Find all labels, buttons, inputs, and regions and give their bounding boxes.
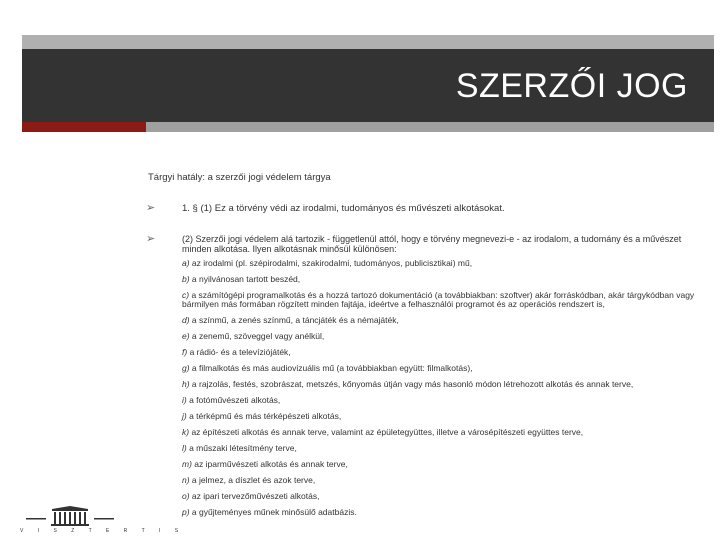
paragraph-1: 1. § (1) Ez a törvény védi az irodalmi, tudományos és művészeti alkotásokat.	[182, 203, 505, 214]
page-title: SZERZŐI JOG	[455, 67, 688, 105]
accent-bar-red	[22, 122, 146, 132]
list-item-text: a nyilvánosan tartott beszéd,	[189, 274, 301, 284]
list-item-text: a rajzolás, festés, szobrászat, metszés, kőnyomás útján vagy más hasonló módon létrehozott alkotás és annak terve,	[189, 379, 634, 389]
list-item	[182, 476, 697, 485]
list-item-letter: l)	[182, 443, 187, 453]
accent-bar-gray	[146, 122, 714, 132]
list-item-text: az irodalmi (pl. szépirodalmi, szakirodalmi, tudományos, publicisztikai) mű,	[189, 258, 473, 268]
list-item-letter: n)	[182, 475, 190, 485]
list-item	[182, 444, 697, 453]
list-item	[182, 492, 697, 501]
list-item-letter: b)	[182, 274, 190, 284]
list-item	[182, 460, 697, 469]
arrow-bullet-icon: ➢	[146, 202, 156, 214]
header-top-strip	[22, 35, 714, 49]
list-item-letter: h)	[182, 379, 190, 389]
list-item-text: a gyűjteményes műnek minősülő adatbázis.	[189, 507, 357, 517]
list-item-letter: p)	[182, 507, 190, 517]
list-item-letter: d)	[182, 315, 190, 325]
list-item	[182, 508, 697, 517]
list-item-text: az építészeti alkotás és annak terve, valamint az épületegyüttes, illetve a városépítészeti együttes terve,	[189, 427, 584, 437]
section-subtitle: Tárgyi hatály: a szerzői jogi védelem tárgya	[148, 172, 331, 183]
list-item	[182, 364, 697, 373]
list-item-letter: k)	[182, 427, 190, 437]
logo-caption: V I S Z T E R T I S	[20, 528, 185, 534]
list-item-letter: i)	[182, 395, 187, 405]
list-item-letter: j)	[182, 411, 187, 421]
list-item-letter: m)	[182, 459, 192, 469]
list-item-text: a fotóművészeti alkotás,	[186, 395, 281, 405]
paragraph-2: (2) Szerzői jogi védelem alá tartozik - függetlenül attól, hogy e törvény megnevezi-e - az irodalom, a tudomány és a művészet minden alkotása. Ilyen alkotásnak minősül különösen:	[182, 234, 682, 254]
list-item-letter: g)	[182, 363, 190, 373]
list-item-letter: a)	[182, 258, 190, 268]
list-item-text: az ipari tervezőművészeti alkotás,	[189, 491, 320, 501]
list-item	[182, 396, 697, 405]
list-item-text: a számítógépi programalkotás és a hozzá tartozó dokumentáció (a továbbiakban: szoftver) akár forráskódban, akár tárgykódban vagy bármilyen más formában rögzített minden fajtája, ideértve a felhasználói programot és az operációs rendszert is,	[182, 290, 695, 309]
list-item-text: a térképmű és más térképészeti alkotás,	[186, 411, 342, 421]
list-item-text: az iparművészeti alkotás és annak terve,	[191, 459, 348, 469]
list-item-text: a színmű, a zenés színmű, a táncjáték és a némajáték,	[189, 315, 399, 325]
list-item	[182, 428, 697, 437]
list-item	[182, 380, 697, 389]
list-item	[182, 291, 697, 309]
list-item	[182, 275, 697, 284]
title-band	[22, 49, 714, 122]
list-item-text: a zenemű, szöveggel vagy anélkül,	[189, 331, 325, 341]
list-item	[182, 332, 697, 341]
list-item	[182, 348, 697, 357]
list-item-text: a műszaki létesítmény terve,	[186, 443, 297, 453]
list-item-letter: f)	[182, 347, 188, 357]
list-item-letter: c)	[182, 290, 190, 300]
list-item	[182, 259, 697, 268]
work-types-list	[182, 259, 697, 524]
list-item-text: a rádió- és a televíziójáték,	[187, 347, 291, 357]
list-item-letter: e)	[182, 331, 190, 341]
list-item	[182, 316, 697, 325]
list-item	[182, 412, 697, 421]
list-item-text: a jelmez, a díszlet és azok terve,	[189, 475, 316, 485]
list-item-text: a filmalkotás és más audiovizuális mű (a továbbiakban együtt: filmalkotás),	[189, 363, 473, 373]
list-item-letter: o)	[182, 491, 190, 501]
arrow-bullet-icon: ➢	[146, 233, 156, 245]
